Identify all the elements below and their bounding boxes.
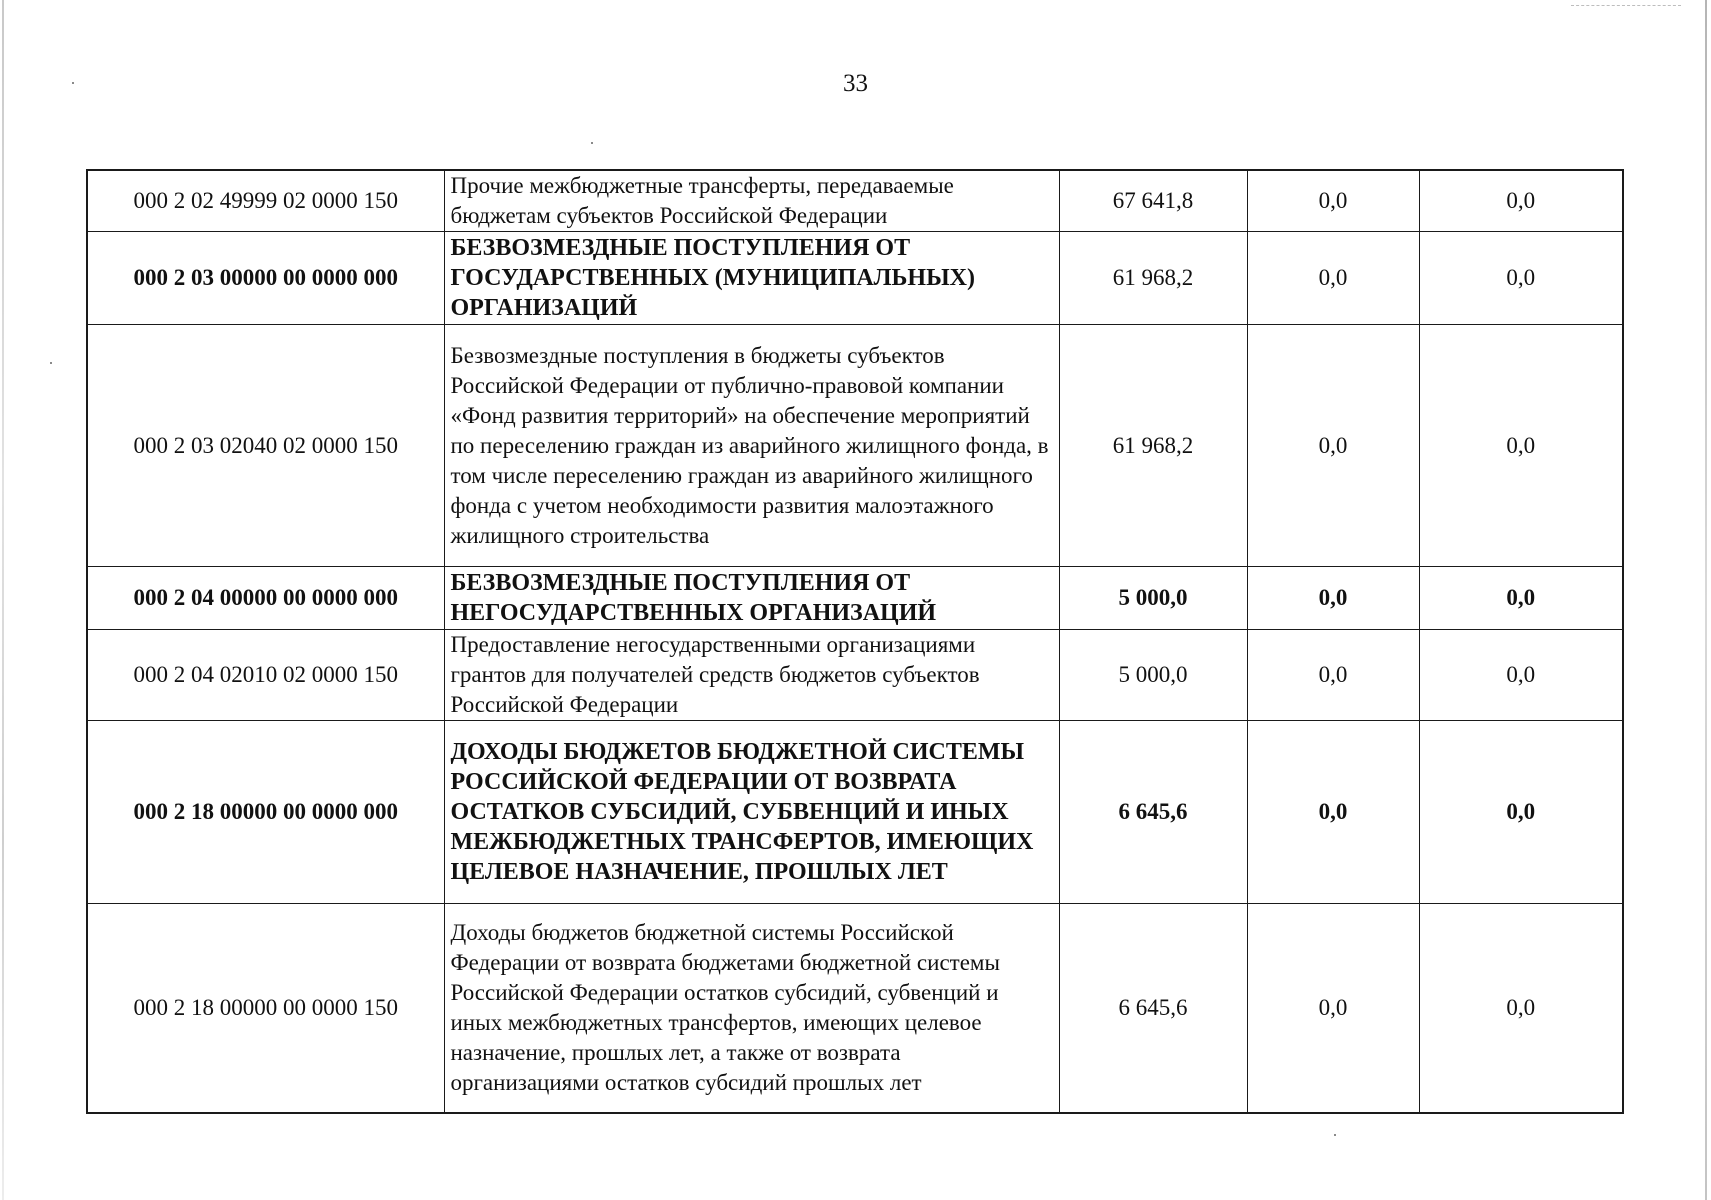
item-name: ДОХОДЫ БЮДЖЕТОВ БЮДЖЕТНОЙ СИСТЕМЫ РОССИЙСКОЙ ФЕДЕРАЦИИ ОТ ВОЗВРАТА ОСТАТКОВ СУБСИДИЙ, СУБВЕНЦИЙ И ИНЫХ МЕЖБЮДЖЕТНЫХ ТРАНСФЕРТОВ, ИМЕЮЩИХ ЦЕЛЕВОЕ НАЗНАЧЕНИЕ, ПРОШЛЫХ ЛЕТ — [444, 721, 1059, 904]
table-row — [87, 325, 1623, 567]
table-row — [87, 567, 1623, 630]
value-col-3: 0,0 — [1419, 721, 1623, 904]
value-col-1: 6 645,6 — [1059, 904, 1247, 1113]
budget-code: 000 2 02 49999 02 0000 150 — [87, 170, 444, 232]
value-col-1: 67 641,8 — [1059, 170, 1247, 232]
value-col-2: 0,0 — [1247, 721, 1419, 904]
budget-code: 000 2 18 00000 00 0000 000 — [87, 721, 444, 904]
item-name: БЕЗВОЗМЕЗДНЫЕ ПОСТУПЛЕНИЯ ОТ НЕГОСУДАРСТВЕННЫХ ОРГАНИЗАЦИЙ — [444, 567, 1059, 630]
table-row — [87, 232, 1623, 325]
value-col-3: 0,0 — [1419, 170, 1623, 232]
budget-code: 000 2 03 02040 02 0000 150 — [87, 325, 444, 567]
budget-code: 000 2 18 00000 00 0000 150 — [87, 904, 444, 1113]
value-col-3: 0,0 — [1419, 325, 1623, 567]
table-row — [87, 170, 1623, 232]
page-number: 33 — [843, 70, 868, 97]
value-col-1: 5 000,0 — [1059, 630, 1247, 721]
table-row — [87, 721, 1623, 904]
value-col-2: 0,0 — [1247, 232, 1419, 325]
table-row — [87, 904, 1623, 1113]
value-col-2: 0,0 — [1247, 567, 1419, 630]
value-col-1: 5 000,0 — [1059, 567, 1247, 630]
value-col-3: 0,0 — [1419, 567, 1623, 630]
scan-speck — [591, 142, 593, 144]
scan-edge-right — [1705, 0, 1707, 1200]
scan-mark-top — [1571, 5, 1681, 7]
value-col-1: 61 968,2 — [1059, 325, 1247, 567]
item-name: Предоставление негосударственными организациями грантов для получателей средств бюджетов субъектов Российской Федерации — [444, 630, 1059, 721]
scan-edge-left — [2, 0, 4, 1200]
scan-speck — [50, 362, 52, 364]
revenue-table — [86, 169, 1624, 1114]
budget-code: 000 2 04 02010 02 0000 150 — [87, 630, 444, 721]
item-name: Безвозмездные поступления в бюджеты субъектов Российской Федерации от публично-правовой компании «Фонд развития территорий» на обеспечение мероприятий по переселению граждан из аварийного жилищного фонда, в том числе переселению граждан из аварийного жилищного фонда с учетом необходимости развития малоэтажного жилищного строительства — [444, 325, 1059, 567]
table-row — [87, 630, 1623, 721]
item-name: Прочие межбюджетные трансферты, передаваемые бюджетам субъектов Российской Федерации — [444, 170, 1059, 232]
value-col-3: 0,0 — [1419, 232, 1623, 325]
value-col-2: 0,0 — [1247, 325, 1419, 567]
value-col-2: 0,0 — [1247, 904, 1419, 1113]
scan-speck — [1334, 1134, 1336, 1136]
budget-code: 000 2 03 00000 00 0000 000 — [87, 232, 444, 325]
value-col-3: 0,0 — [1419, 630, 1623, 721]
item-name: БЕЗВОЗМЕЗДНЫЕ ПОСТУПЛЕНИЯ ОТ ГОСУДАРСТВЕННЫХ (МУНИЦИПАЛЬНЫХ) ОРГАНИЗАЦИЙ — [444, 232, 1059, 325]
value-col-2: 0,0 — [1247, 170, 1419, 232]
value-col-2: 0,0 — [1247, 630, 1419, 721]
budget-code: 000 2 04 00000 00 0000 000 — [87, 567, 444, 630]
item-name: Доходы бюджетов бюджетной системы Российской Федерации от возврата бюджетами бюджетной системы Российской Федерации остатков субсидий, субвенций и иных межбюджетных трансфертов, имеющих целевое назначение, прошлых лет, а также от возврата организациями остатков субсидий прошлых лет — [444, 904, 1059, 1113]
value-col-3: 0,0 — [1419, 904, 1623, 1113]
value-col-1: 6 645,6 — [1059, 721, 1247, 904]
value-col-1: 61 968,2 — [1059, 232, 1247, 325]
